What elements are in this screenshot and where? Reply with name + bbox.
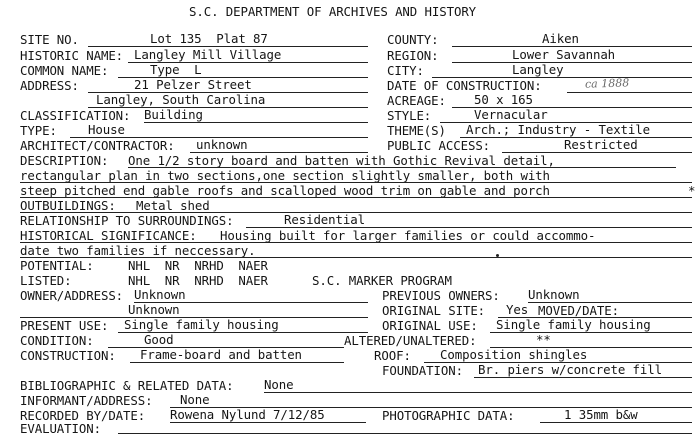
acreage-label: ACREAGE: xyxy=(387,93,446,108)
significance-underline-2 xyxy=(20,257,692,258)
architect-value: unknown xyxy=(196,137,248,152)
outbuildings-label: OUTBUILDINGS: xyxy=(20,198,116,213)
address-value-2: Langley, South Carolina xyxy=(96,92,266,107)
region-value: Lower Savannah xyxy=(512,47,616,62)
recorded-by-label: RECORDED BY/DATE: xyxy=(20,408,146,423)
classification-line xyxy=(144,122,368,123)
site-no-label: SITE NO. xyxy=(20,32,79,47)
photographic-data-value: 1 35mm b&w xyxy=(564,407,638,422)
description-line-3: steep pitched end gable roofs and scalloped wood trim on gable and porch xyxy=(20,183,550,198)
region-label: REGION: xyxy=(387,48,439,63)
previous-owners-value: Unknown xyxy=(528,287,580,302)
common-name-value: Type L xyxy=(150,62,202,77)
style-label: STYLE: xyxy=(387,108,432,123)
common-name-label: COMMON NAME: xyxy=(20,63,109,78)
present-use-value: Single family housing xyxy=(124,317,279,332)
classification-label: CLASSIFICATION: xyxy=(20,108,131,123)
city-value: Langley xyxy=(512,62,564,77)
owner-value-1: Unknown xyxy=(134,287,186,302)
relationship-value: Residential xyxy=(284,212,365,227)
owner-value-2: Unknown xyxy=(128,302,180,317)
type-value: House xyxy=(88,122,125,137)
classification-value: Building xyxy=(144,107,203,122)
site-no-value: Lot 135 Plat 87 xyxy=(150,31,268,46)
altered-label: ALTERED/UNALTERED: xyxy=(344,333,477,348)
construction-line xyxy=(130,362,344,363)
description-underline-3 xyxy=(20,197,692,198)
description-line-1: One 1/2 story board and batten with Gothic Revival detail, xyxy=(128,153,555,168)
bibliographic-label: BIBLIOGRAPHIC & RELATED DATA: xyxy=(20,378,234,393)
description-asterisk: * xyxy=(688,183,696,198)
listed-label: LISTED: xyxy=(20,273,72,288)
informant-label: INFORMANT/ADDRESS: xyxy=(20,393,153,408)
public-access-label: PUBLIC ACCESS: xyxy=(387,138,491,153)
original-use-label: ORIGINAL USE: xyxy=(382,318,478,333)
date-of-construction-label: DATE OF CONSTRUCTION: xyxy=(387,78,542,93)
potential-label: POTENTIAL: xyxy=(20,258,94,273)
address-line-2 xyxy=(88,107,368,108)
significance-line-2: date two families if neccessary. xyxy=(20,243,256,258)
condition-label: CONDITION: xyxy=(20,333,94,348)
bibliographic-line xyxy=(264,392,692,393)
evaluation-label: EVALUATION: xyxy=(20,421,101,436)
address-label: ADDRESS: xyxy=(20,78,79,93)
date-of-construction-handwritten: ca 1888 xyxy=(584,76,630,91)
photographic-data-line xyxy=(540,422,692,423)
photographic-data-label: PHOTOGRAPHIC DATA: xyxy=(382,408,515,423)
condition-value: Good xyxy=(144,332,174,347)
historic-name-value: Langley Mill Village xyxy=(134,47,282,62)
card-header: S.C. DEPARTMENT OF ARCHIVES AND HISTORY xyxy=(189,4,477,19)
original-use-value: Single family housing xyxy=(496,317,651,332)
outbuildings-value: Metal shed xyxy=(136,198,210,213)
potential-options: NHL NR NRHD NAER xyxy=(128,258,268,273)
marker-program-label: S.C. MARKER PROGRAM xyxy=(312,273,452,288)
previous-owners-label: PREVIOUS OWNERS: xyxy=(382,288,500,303)
themes-label: THEME(S) xyxy=(387,123,446,138)
moved-date-label: MOVED/DATE: xyxy=(538,303,619,318)
foundation-value: Br. piers w/concrete fill xyxy=(478,362,662,377)
roof-value: Composition shingles xyxy=(440,347,588,362)
relationship-label: RELATIONSHIP TO SURROUNDINGS: xyxy=(20,213,234,228)
date-of-construction-line xyxy=(567,92,692,93)
recorded-by-value: Rowena Nylund 7/12/85 xyxy=(170,407,325,422)
original-site-value: Yes xyxy=(506,302,529,317)
city-label: CITY: xyxy=(387,63,424,78)
architect-label: ARCHITECT/CONTRACTOR: xyxy=(20,138,175,153)
description-label: DESCRIPTION: xyxy=(20,153,109,168)
style-value: Vernacular xyxy=(474,107,548,122)
present-use-label: PRESENT USE: xyxy=(20,318,109,333)
original-site-label: ORIGINAL SITE: xyxy=(382,303,486,318)
significance-line-1: Housing built for larger families or could accommo- xyxy=(220,228,596,243)
address-value-1: 21 Pelzer Street xyxy=(134,77,252,92)
owner-address-label: OWNER/ADDRESS: xyxy=(20,288,124,303)
type-label: TYPE: xyxy=(20,123,57,138)
themes-value: Arch.; Industry - Textile xyxy=(466,122,650,137)
listed-options: NHL NR NRHD NAER xyxy=(128,273,268,288)
description-line-2: rectangular plan in two sections,one section slightly smaller, both with xyxy=(20,168,550,183)
acreage-value: 50 x 165 xyxy=(474,92,533,107)
county-label: COUNTY: xyxy=(387,32,439,47)
county-value: Aiken xyxy=(542,31,579,46)
recorded-by-line xyxy=(170,422,366,423)
public-access-value: Restricted xyxy=(564,137,638,152)
historical-significance-label: HISTORICAL SIGNIFICANCE: xyxy=(20,228,197,243)
roof-label: ROOF: xyxy=(374,348,411,363)
construction-value: Frame-board and batten xyxy=(140,347,302,362)
region-line xyxy=(452,62,692,63)
original-use-line xyxy=(490,332,692,333)
foundation-line xyxy=(474,377,692,378)
foundation-label: FOUNDATION: xyxy=(382,363,463,378)
historic-name-label: HISTORIC NAME: xyxy=(20,48,124,63)
informant-value: None xyxy=(180,392,210,407)
altered-value: ** xyxy=(536,332,551,347)
evaluation-line xyxy=(118,433,692,434)
bibliographic-value: None xyxy=(264,377,294,392)
construction-label: CONSTRUCTION: xyxy=(20,348,116,363)
